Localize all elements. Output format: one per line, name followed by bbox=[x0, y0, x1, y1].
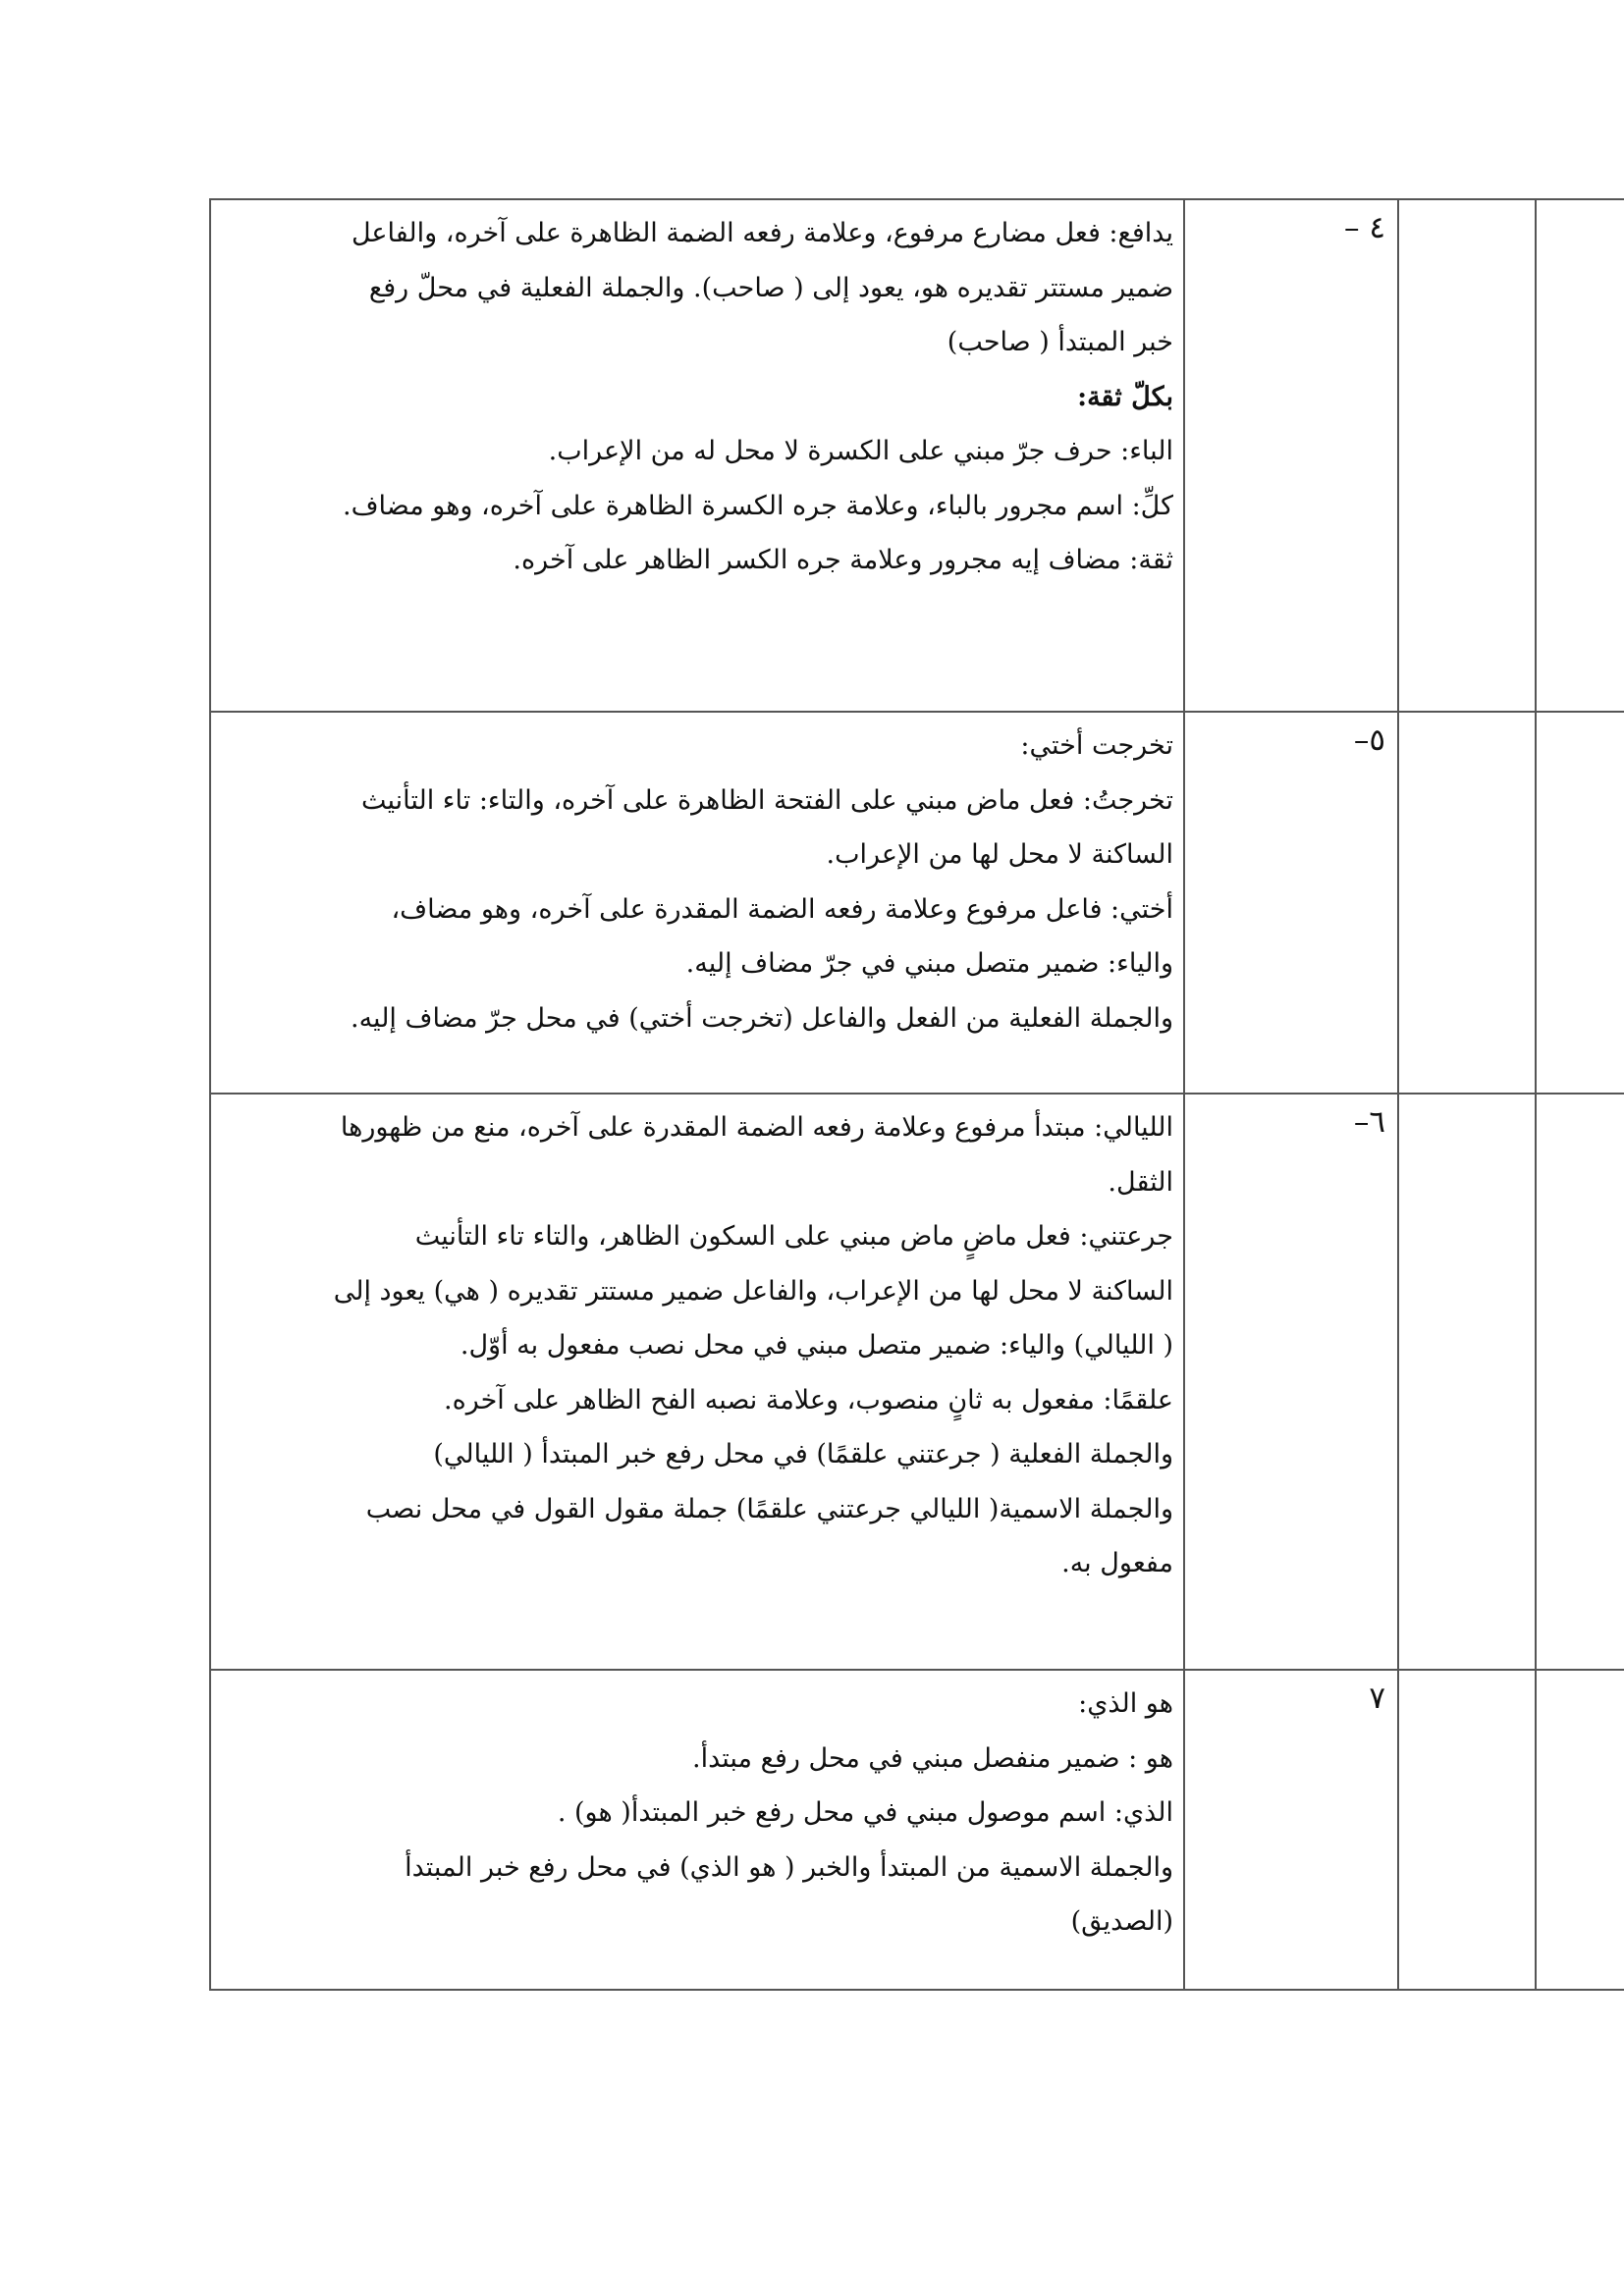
analysis-table bbox=[72, 198, 1624, 1991]
row-number-cell bbox=[1184, 712, 1398, 1094]
empty-cell-right bbox=[1536, 1094, 1624, 1670]
table-row bbox=[73, 1670, 1624, 1990]
analysis-line: علقمًا: مفعول به ثانٍ منصوب، وعلامة نصبه الفح الظاهر على آخره. bbox=[443, 1384, 1173, 1415]
analysis-line: يدافع: فعل مضارع مرفوع، وعلامة رفعه الضمة الظاهرة على آخره، والفاعل bbox=[351, 218, 1173, 248]
row-number-cell bbox=[1184, 1094, 1398, 1670]
analysis-line: هو : ضمير منفصل مبني في محل رفع مبتدأ. bbox=[692, 1742, 1173, 1774]
table-row bbox=[73, 712, 1624, 1094]
row-number-cell bbox=[1184, 1670, 1398, 1990]
analysis-line: ضمير مستتر تقديره هو، يعود إلى ( صاحب). والجملة الفعلية في محلّ رفع bbox=[368, 272, 1173, 303]
analysis-line: الساكنة لا محل لها من الإعراب. bbox=[826, 839, 1173, 870]
analysis-line: الثقل. bbox=[1108, 1166, 1173, 1198]
analysis-cell bbox=[210, 712, 1184, 1094]
analysis-line: والجملة الفعلية ( جرعتني علقمًا) في محل رفع خبر المبتدأ ( الليالي) bbox=[433, 1439, 1173, 1469]
analysis-line: والجملة الفعلية من الفعل والفاعل (تخرجت أختي) في محل جرّ مضاف إليه. bbox=[350, 1002, 1173, 1034]
empty-cell-right bbox=[1536, 199, 1624, 712]
row-number: ٦– bbox=[1353, 1104, 1385, 1140]
analysis-heading: تخرجت أختي: bbox=[1020, 730, 1173, 761]
analysis-line: خبر المبتدأ ( صاحب) bbox=[947, 327, 1173, 357]
empty-cell-middle bbox=[1398, 712, 1536, 1094]
row-number: ٥– bbox=[1353, 722, 1385, 758]
analysis-line: ثقة: مضاف إيه مجرور وعلامة جره الكسر الظاهر على آخره. bbox=[513, 545, 1173, 575]
analysis-heading: هو الذي: bbox=[1078, 1688, 1173, 1719]
analysis-line: الذي: اسم موصول مبني في محل رفع خبر المبتدأ( هو) . bbox=[557, 1797, 1173, 1828]
row-number: ٧ bbox=[1369, 1681, 1385, 1716]
analysis-line: الليالي: مبتدأ مرفوع وعلامة رفعه الضمة المقدرة على آخره، منع من ظهورها bbox=[340, 1112, 1173, 1143]
analysis-line: (الصديق) bbox=[1070, 1906, 1173, 1937]
table-body bbox=[73, 199, 1624, 1990]
row-number-cell bbox=[1184, 199, 1398, 712]
analysis-line: مفعول به. bbox=[1061, 1548, 1173, 1578]
analysis-line: الساكنة لا محل لها من الإعراب، والفاعل ضمير مستتر تقديره ( هي) يعود إلى bbox=[333, 1275, 1173, 1307]
analysis-cell bbox=[210, 1670, 1184, 1990]
analysis-line: والجملة الاسمية( الليالي جرعتني علقمًا) جملة مقول القول في محل نصب bbox=[365, 1493, 1173, 1524]
table-row bbox=[73, 199, 1624, 712]
analysis-line: والياء: ضمير متصل مبني في جرّ مضاف إليه. bbox=[685, 948, 1173, 979]
empty-cell-right bbox=[1536, 712, 1624, 1094]
analysis-cell bbox=[210, 1094, 1184, 1670]
analysis-line: جرعتني: فعل ماضٍ ماض مبني على السكون الظاهر، والتاء تاء التأنيث bbox=[414, 1221, 1173, 1252]
analysis-line: الباء: حرف جرّ مبني على الكسرة لا محل له من الإعراب. bbox=[548, 436, 1173, 466]
analysis-line: أختي: فاعل مرفوع وعلامة رفعه الضمة المقدرة على آخره، وهو مضاف، bbox=[391, 893, 1173, 925]
analysis-line: والجملة الاسمية من المبتدأ والخبر ( هو الذي) في محل رفع خبر المبتدأ bbox=[405, 1851, 1173, 1883]
analysis-line: ( الليالي) والياء: ضمير متصل مبني في محل نصب مفعول به أوّل. bbox=[460, 1330, 1173, 1361]
empty-cell-middle bbox=[1398, 1094, 1536, 1670]
empty-cell-middle bbox=[1398, 1670, 1536, 1990]
analysis-line: تخرجتُ: فعل ماض مبني على الفتحة الظاهرة على آخره، والتاء: تاء التأنيث bbox=[360, 784, 1173, 816]
analysis-line: كلِّ: اسم مجرور بالباء، وعلامة جره الكسرة الظاهرة على آخره، وهو مضاف. bbox=[342, 490, 1173, 521]
empty-cell-right bbox=[1536, 1670, 1624, 1990]
empty-cell-middle bbox=[1398, 199, 1536, 712]
analysis-cell bbox=[210, 199, 1184, 712]
table-row bbox=[73, 1094, 1624, 1670]
row-number: ٤ – bbox=[1343, 210, 1385, 245]
analysis-heading: بكلّ ثقة: bbox=[1077, 381, 1173, 412]
